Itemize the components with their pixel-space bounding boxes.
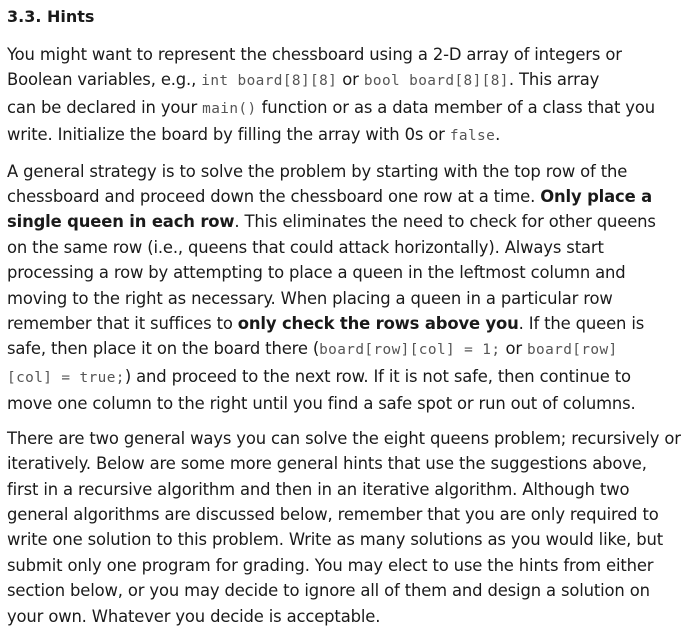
text-line: [7, 122, 694, 149]
code-col-true: [col] = true;: [7, 369, 125, 386]
paragraph-general-strategy: [7, 159, 694, 417]
text-run: safe, then place it on the board there (: [7, 339, 320, 359]
code-main: main(): [202, 100, 257, 117]
text-run: A general strategy is to solve the problem by starting with the top row of the: [7, 161, 628, 181]
text-line: [7, 209, 694, 234]
text-run: moving to the right as necessary. When placing a queen in a particular row: [7, 288, 613, 308]
text-line: submit only one program for grading. You may elect to use the hints from either: [7, 555, 654, 575]
text-line: write one solution to this problem. Write as many solutions as you would like, but: [7, 530, 664, 550]
code-false: false: [449, 128, 496, 145]
text-run: or: [337, 70, 364, 90]
paragraph-board-representation: [7, 42, 694, 150]
text-run: . This eliminates the need to check for other queens: [234, 212, 656, 232]
text-line: [7, 235, 694, 260]
section-heading: 3.3. Hints: [7, 7, 95, 26]
text-line: [7, 67, 694, 94]
text-run: . If the queen is: [518, 314, 645, 334]
text-line: [7, 391, 694, 416]
bold-emphasis: Only place a: [540, 187, 653, 207]
text-run: You might want to represent the chessboard using a 2-D array of integers or: [7, 45, 622, 64]
text-line: [7, 184, 694, 209]
text-line: section below, or you may decide to ignore all of them and design a solution on: [7, 581, 650, 601]
text-run: remember that it suffices to: [7, 314, 238, 334]
text-run: Boolean variables, e.g.,: [7, 70, 202, 90]
text-run: .: [495, 125, 501, 145]
text-run: move one column to the right until you find a safe spot or run out of columns.: [7, 394, 636, 414]
code-board-row: board[row]: [526, 342, 618, 359]
text-run: . This array: [508, 70, 600, 90]
text-line: [7, 42, 694, 67]
text-line: your own. Whatever you decide is acceptable.: [7, 606, 381, 626]
code-bool-board: bool board[8][8]: [363, 73, 509, 90]
text-line: [7, 364, 694, 391]
text-line: [7, 95, 694, 122]
code-int-board: int board[8][8]: [201, 73, 338, 90]
text-line: general algorithms are discussed below, remember that you are only required to: [7, 504, 659, 524]
text-line: [7, 286, 694, 311]
code-board-assign-1: board[row][col] = 1;: [319, 342, 501, 359]
text-run: can be declared in your: [7, 97, 203, 117]
text-line: [7, 159, 694, 184]
text-run: chessboard and proceed down the chessboard one row at a time.: [7, 187, 541, 207]
text-run: write. Initialize the board by filling the array with 0s or: [7, 125, 450, 145]
text-line: first in a recursive algorithm and then in an iterative algorithm. Although two: [7, 479, 630, 499]
paragraph-two-approaches: [7, 426, 694, 629]
text-line: iteratively. Below are some more general hints that use the suggestions above,: [7, 454, 647, 474]
text-line: [7, 311, 694, 336]
text-run: processing a row by attempting to place a queen in the leftmost column and: [7, 263, 626, 283]
text-run: on the same row (i.e., queens that could attack horizontally). Always start: [7, 237, 604, 257]
text-line: [7, 260, 694, 285]
text-run: function or as a data member of a class that you: [256, 97, 655, 117]
text-run: or: [500, 339, 527, 359]
text-run: ) and proceed to the next row. If it is not safe, then continue to: [124, 366, 631, 386]
bold-emphasis: single queen in each row: [7, 212, 235, 232]
bold-emphasis: only check the rows above you: [237, 314, 519, 334]
text-line: There are two general ways you can solve the eight queens problem; recursively or: [7, 428, 681, 448]
text-line: [7, 336, 694, 363]
